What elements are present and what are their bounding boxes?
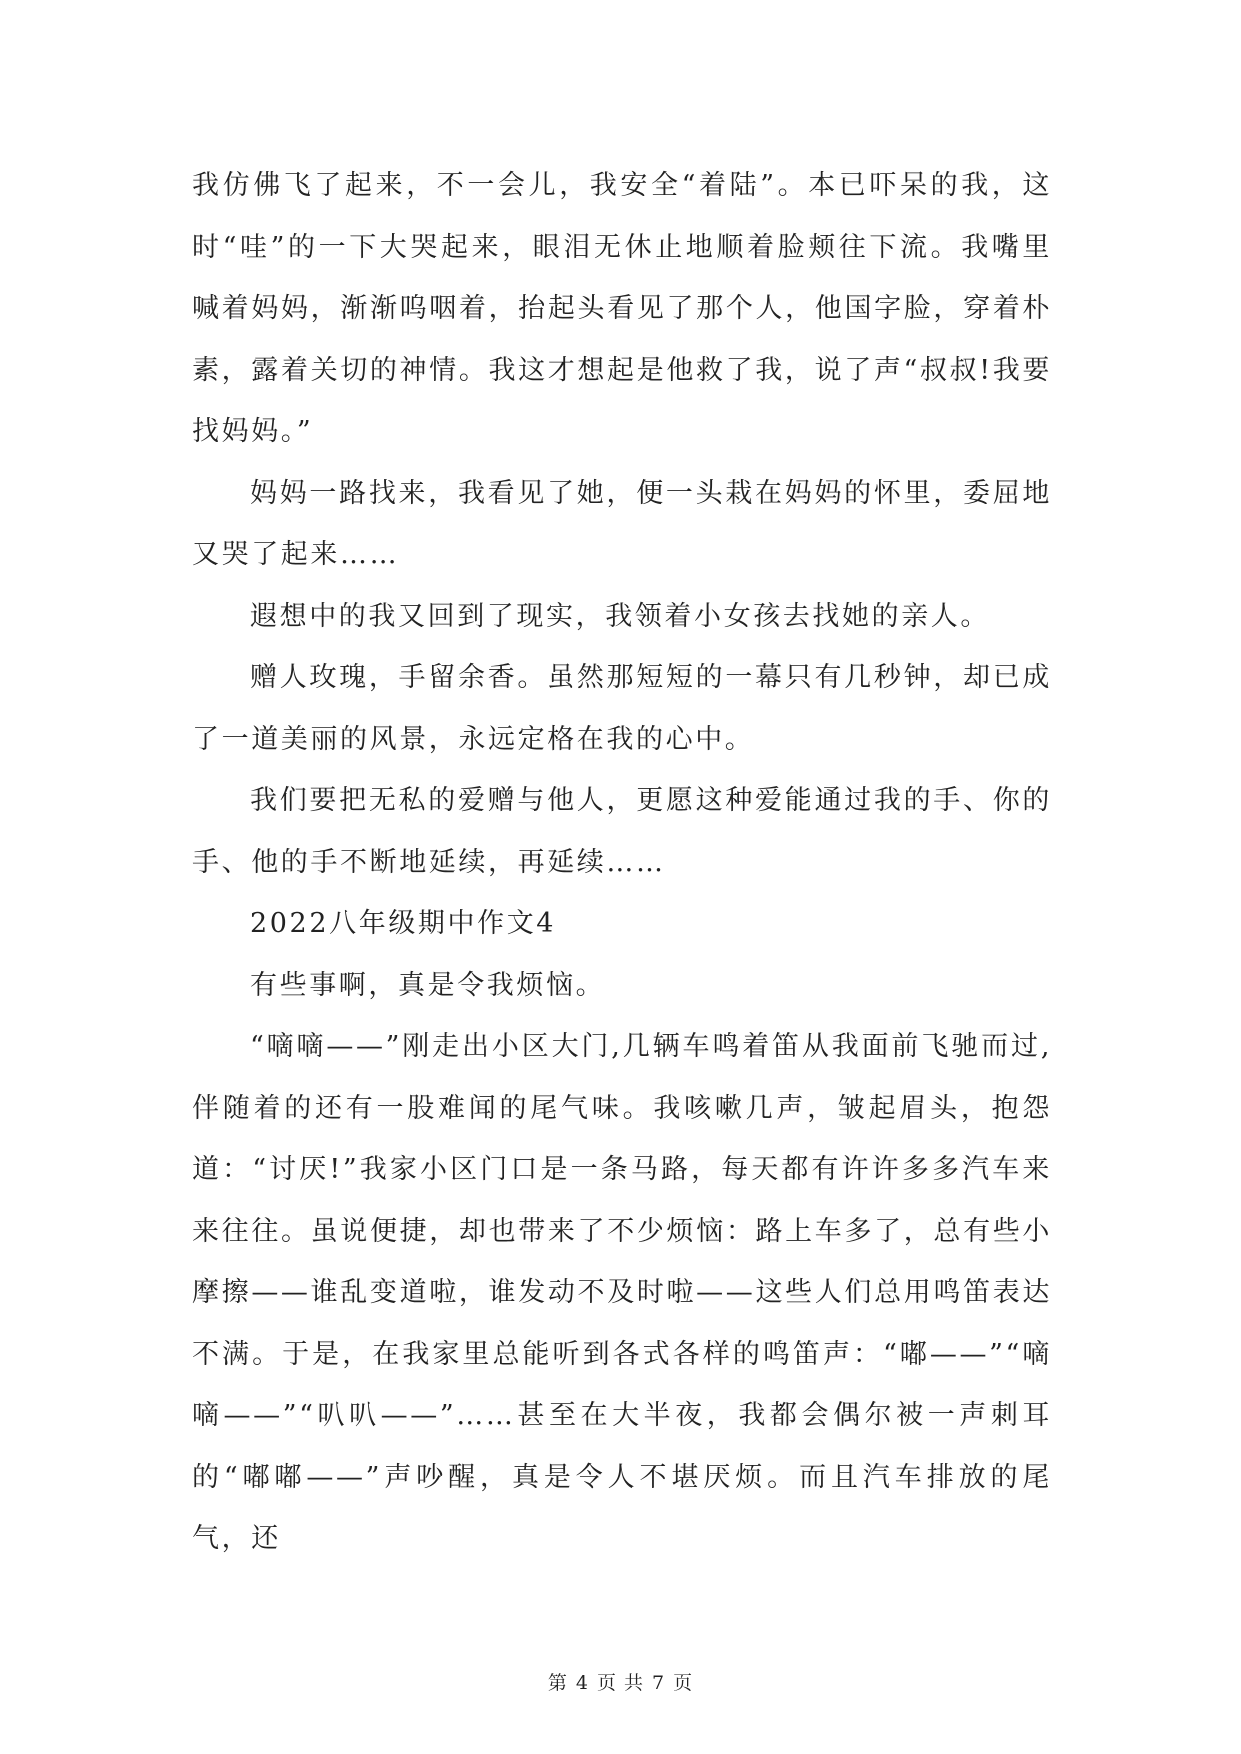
footer-total-pages: 7	[652, 1672, 666, 1694]
paragraph-5: 我们要把无私的爱赠与他人，更愿这种爱能通过我的手、你的手、他的手不断地延续，再延续……	[192, 785, 1052, 878]
paragraph-2: 妈妈一路找来，我看见了她，便一头栽在妈妈的怀里，委屈地又哭了起来……	[192, 477, 1052, 570]
paragraph-7: 有些事啊，真是令我烦恼。	[250, 969, 606, 1001]
footer-prefix: 第	[547, 1672, 568, 1694]
footer-current-page: 4	[575, 1672, 589, 1694]
footer-middle: 页 共	[596, 1672, 645, 1694]
paragraph-8: “嘀嘀——”刚走出小区大门,几辆车鸣着笛从我面前飞驰而过,伴随着的还有一股难闻的尾气味。我咳嗽几声，皱起眉头，抱怨道：“讨厌!”我家小区门口是一条马路，每天都有许许多多汽车来来往往。虽说便捷，却也带来了不少烦恼：路上车多了，总有些小摩擦——谁乱变道啦，谁发动不及时啦——这些人们总用鸣笛表达不满。于是，在我家里总能听到各式各样的鸣笛声：“嘟——”“嘀嘀——”“叭叭——”……甚至在大半夜，我都会偶尔被一声刺耳的“嘟嘟——”声吵醒，真是令人不堪厌烦。而且汽车排放的尾气，还	[192, 1031, 1052, 1554]
page-footer	[0, 1668, 1241, 1695]
paragraph-3: 遐想中的我又回到了现实，我领着小女孩去找她的亲人。	[250, 600, 990, 632]
paragraph-4: 赠人玫瑰，手留余香。虽然那短短的一幕只有几秒钟，却已成了一道美丽的风景，永远定格在我的心中。	[192, 662, 1052, 755]
essay-heading: 2022八年级期中作文4	[250, 908, 557, 939]
document-body	[192, 155, 1052, 1570]
paragraph-1: 我仿佛飞了起来，不一会儿，我安全“着陆”。本已吓呆的我，这时“哇”的一下大哭起来，眼泪无休止地顺着脸颊往下流。我嘴里喊着妈妈，渐渐呜咽着，抬起头看见了那个人，他国字脸，穿着朴素，露着关切的神情。我这才想起是他救了我，说了声“叔叔!我要找妈妈。”	[192, 170, 1052, 447]
footer-suffix: 页	[673, 1672, 694, 1694]
